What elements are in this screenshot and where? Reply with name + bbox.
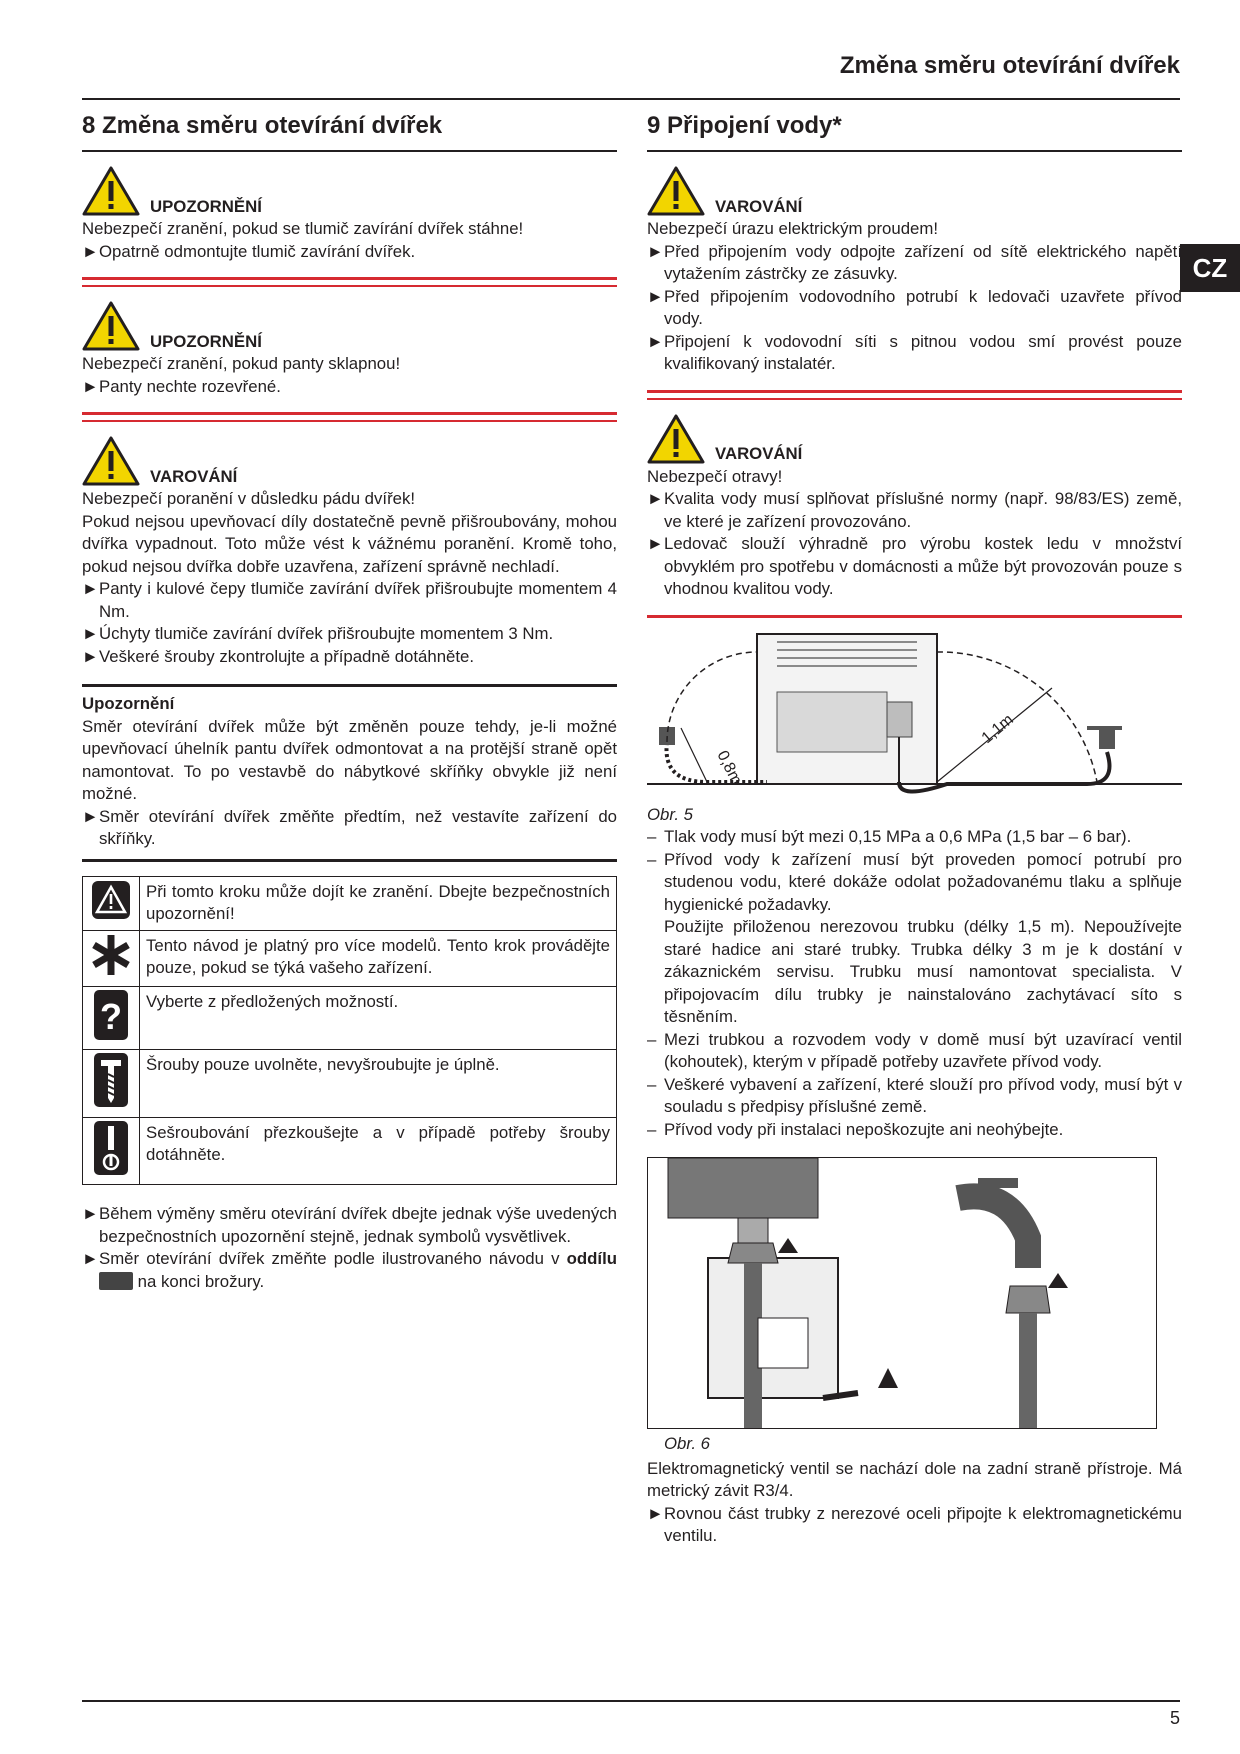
instruction-bullet: Rovnou část trubky z nerezové oceli připojte k elektromagnetickému ventilu. [664, 1503, 1182, 1545]
list-item: – Veškeré vybavení a zařízení, které slouží pro přívod vody, musí být v souladu s předpisy příslušné země. [647, 1074, 1182, 1116]
instruction-bullet: Během výměny směru otevírání dvířek dbejte jednak výše uvedených bezpečnostních upozornění stejně, jednak symbolů vysvětlivek. [99, 1204, 617, 1246]
table-row [83, 1050, 617, 1118]
section-rule [82, 150, 617, 152]
footer-rule [82, 1700, 1180, 1702]
warning-box: VAROVÁNÍ Nebezpečí otravy! ► Kvalita vody musí splňovat příslušné normy (např. 98/83/ES) země, ve které je zařízení provozováno. ► Ledovač slouží výhradně pro výrobu kostek ledu v množství obvyklém pro spotřebu v domácnosti a může být provozován pouze s vhodnou kvalitou vody. [647, 410, 1182, 618]
warning-bullet: Úchyty tlumiče zavírání dvířek přišroubujte momentem 3 Nm. [99, 624, 554, 643]
header-rule [82, 98, 1180, 100]
svg-text:?: ? [100, 995, 122, 1037]
warning-triangle-icon [82, 166, 140, 216]
warning-triangle-icon [647, 414, 705, 464]
legend-text: Tento návod je platný pro více modelů. Tento krok provádějte pouze, pokud se týká vašeho zařízení. [140, 930, 617, 986]
figure-caption: Obr. 6 [664, 1434, 711, 1453]
warning-bullet: Panty i kulové čepy tlumiče zavírání dvířek přišroubujte momentem 4 Nm. [99, 579, 617, 621]
note-bullet: Směr otevírání dvířek změňte předtím, než vestavíte zařízení do skříňky. [99, 806, 617, 848]
warning-rule [647, 615, 1182, 618]
list-item: – Mezi trubkou a rozvodem vody v domě musí být uzavírací ventil (kohoutek), kterým v případě potřeby uzavřete přívod vody. [647, 1029, 1182, 1071]
list-item: – Přívod vody při instalaci nepoškozujte ani neohýbejte. [647, 1119, 1064, 1139]
warning-box: UPOZORNĚNÍ Nebezpečí zranění, pokud panty sklapnou! ► Panty nechte rozevřené. [82, 297, 617, 422]
warning-title: VAROVÁNÍ [715, 444, 803, 463]
warning-text: Nebezpečí zranění, pokud panty sklapnou! [82, 354, 401, 373]
screw-loosen-icon [83, 1050, 140, 1118]
section-reference: oddílu [566, 1249, 617, 1268]
table-row [83, 986, 617, 1050]
screw-check-icon [83, 1117, 140, 1185]
warning-bullet: Připojení k vodovodní síti s pitnou vodou smí provést pouze kvalifikovaný instalatér. [664, 331, 1182, 373]
section-heading-8: 8 Změna směru otevírání dvířek [82, 112, 443, 139]
warning-bullet: Opatrně odmontujte tlumič zavírání dvířek. [99, 241, 416, 261]
dimension-label: 0,8m [713, 747, 745, 788]
warning-bullet: Před připojením vodovodního potrubí k ledovači uzavřete přívod vody. [664, 286, 1182, 328]
list-item: – Tlak vody musí být mezi 0,15 MPa a 0,6 MPa (1,5 bar – 6 bar). [647, 827, 1132, 846]
warning-title: VAROVÁNÍ [150, 466, 238, 486]
section-rule [647, 150, 1182, 152]
section-heading-9: 9 Připojení vody* [647, 112, 842, 139]
legend-text: Při tomto kroku může dojít ke zranění. Dbejte bezpečnostních upozornění! [140, 876, 617, 930]
note-rule [82, 859, 617, 862]
closing-text: Elektromagnetický ventil se nachází dole na zadní straně přístroje. Má metrický závit R3/4. [647, 1458, 1182, 1500]
warning-title: VAROVÁNÍ [715, 196, 803, 216]
note-title: Upozornění [82, 694, 175, 713]
asterisk-icon [83, 930, 140, 986]
language-tab: CZ [1180, 244, 1240, 292]
warning-bullet: Před připojením vody odpojte zařízení od sítě elektrického napětí vytažením zástrčky ze zásuvky. [664, 241, 1182, 283]
warning-triangle-icon [82, 301, 140, 351]
illustration-reference-icon [99, 1272, 133, 1290]
note-text: Směr otevírání dvířek může být změněn pouze tehdy, je-li možné upevňovací úhelník pantu dvířek odmontovat a na protější straně opět namontovat. To po vestavbě do nábytkové skříňky obvykle již není možné. [82, 716, 617, 803]
warning-title: UPOZORNĚNÍ [150, 196, 262, 216]
warning-text: Nebezpečí otravy! [647, 466, 783, 486]
list-item: – Přívod vody k zařízení musí být proveden pomocí potrubí pro studenou vodu, které dokáže odolat požadovanému tlaku a splňuje hygienické požadavky. Použijte přiloženou nerezovou trubku (délky 1,5 m). Nepoužívejte staré hadice ani staré trubky. Trubka délky 3 m je k dostání v zákaznickém servisu. Trubku musí namontovat specialista. V připojovacím dílu trubky je nainstalováno zachytávací síto s těsněním. [647, 849, 1182, 1026]
warning-text: Nebezpečí zranění, pokud se tlumič zavírání dvířek stáhne! [82, 219, 524, 238]
figure-6 [647, 1157, 1157, 1429]
warning-title: UPOZORNĚNÍ [150, 331, 262, 351]
installation-distance-illustration [647, 632, 1182, 804]
warning-text: Pokud nejsou upevňovací díly dostatečně pevně přišroubovány, mohou dvířka vypadnout. Toto může vést k vážnému poranění. Kromě toho, pokud nejsou dvířka dobře uzavřena, zařízení správně nechladí. [82, 511, 617, 576]
warning-box: UPOZORNĚNÍ Nebezpečí zranění, pokud se tlumič zavírání dvířek stáhne! ► Opatrně odmontujte tlumič zavírání dvířek. [82, 162, 617, 287]
warning-rule [82, 277, 617, 280]
right-column: 9 Připojení vody* VAROVÁNÍ Nebezpečí úrazu elektrickým proudem! ► Před připojením vody odpojte zařízení od sítě elektrického napětí vytažením zástrčky ze zásuvky. ► Před připojením vodovodního potrubí k ledovači uzavřete přívod vody. ► Připojení k vodovodní síti s pitnou vodou smí provést pouze kvalifikovaný instalatér. VAROVÁNÍ Nebezpečí otravy! ► Kvalita vody musí splňovat příslušné normy (např. 98/83/ES) země, ve které je zařízení provozováno. ► Ledovač slouží výhradně pro výrobu kostek ledu v množství obvyklém pro spotřebu v domácnosti a může být provozován pouze s vhodnou kvalitou vody. 0,8m 1,1m Obr. 5 – Tlak vody musí být mezi 0,15 MPa a 0,6 MPa (1,5 bar – 6 bar). – Přívod vody k zařízení musí být proveden pomocí potrubí pro studenou vodu, které dokáže odolat požadovanému tlaku a splňuje hygienické požadavky. Použijte přiloženou nerezovou trubku (délky 1,5 m). Nepoužívejte staré hadice ani staré trubky. Trubka délky 3 m je k dostání v zákaznickém servisu. Trubku musí namontovat specialista. V připojovacím dílu trubky je nainstalováno zachytávací síto s těsněním. – Mezi trubkou a rozvodem vody v domě musí být uzavírací ventil (kohoutek), kterým v případě potřeby uzavřete přívod vody. – Veškeré vybavení a zařízení, které slouží pro přívod vody, musí být v souladu s předpisy příslušné země. – Přívod vody při instalaci nepoškozujte ani neohýbejte. Obr. 6 Elektromagnetický ventil se nachází dole na zadní straně přístroje. Má metrický závit R3/4. ► Rovnou část trubky z nerezové oceli připojte k elektromagnetickému ventilu. [647, 112, 1182, 1545]
warning-box: VAROVÁNÍ Nebezpečí poranění v důsledku pádu dvířek! Pokud nejsou upevňovací díly dostatečně pevně přišroubovány, mohou dvířka vypadnout. Toto může vést k vážnému poranění. Kromě toho, pokud nejsou dvířka dobře uzavřena, zařízení správně nechladí. ► Panty i kulové čepy tlumiče zavírání dvířek přišroubujte momentem 4 Nm. ► Úchyty tlumiče zavírání dvířek přišroubujte momentem 3 Nm. ► Veškeré šrouby zkontrolujte a případně dotáhněte. [82, 432, 617, 668]
table-row [83, 930, 617, 986]
warning-bullet: Ledovač slouží výhradně pro výrobu kostek ledu v množství obvyklém pro spotřebu v domácnosti a může být provozován pouze s vhodnou kvalitou vody. [664, 534, 1182, 598]
left-column: 8 Změna směru otevírání dvířek UPOZORNĚNÍ Nebezpečí zranění, pokud se tlumič zavírání dvířek stáhne! ► Opatrně odmontujte tlumič zavírání dvířek. UPOZORNĚNÍ Nebezpečí zranění, pokud panty sklapnou! ► Panty nechte rozevřené. VAROVÁNÍ Nebezpečí poranění v důsledku pádu dvířek! Pokud nejsou upevňovací díly dostatečně pevně přišroubovány, mohou dvířka vypadnout. Toto může vést k vážnému poranění. Kromě toho, pokud nejsou dvířka dobře uzavřena, zařízení správně nechladí. ► Panty i kulové čepy tlumiče zavírání dvířek přišroubujte momentem 4 Nm. ► Úchyty tlumiče zavírání dvířek přišroubujte momentem 3 Nm. ► Veškeré šrouby zkontrolujte a případně dotáhněte. Upozornění Směr otevírání dvířek může být změněn pouze tehdy, je-li možné upevňovací úhelník pantu dvířek odmontovat a na protější straně opět namontovat. To po vestavbě do nábytkové skříňky obvykle již není možné. ► Směr otevírání dvířek změňte předtím, než vestavíte zařízení do skříňky. Při tomto kroku může dojít ke zranění. Dbejte bezpečnostních upozornění! Tento návod je platný pro více modelů. Tento krok provádějte pouze, pokud se týká vašeho zařízení. ? Vyberte z předložených možností. Šrouby pouze uvolněte, nevyšroubujte je úplně. Sešroubování přezkoušejte a v případě potřeby šrouby dotáhněte. ► Během výměny směru otevírání dvířek dbejte jednak výše uvedených bezpečnostních upozornění stejně, jednak symbolů vysvětlivek. ► Směr otevírání dvířek změňte podle ilustrovaného návodu v oddílu na konci brožury. [82, 112, 617, 1291]
list-item-extra: Použijte přiloženou nerezovou trubku (délky 1,5 m). Nepoužívejte staré hadice ani staré trubky. Trubka délky 3 m je k dostání v zákaznickém servisu. Trubku musí namontovat specialista. V připojovacím dílu trubky je nainstalováno zachytávací síto s těsněním. [664, 917, 1182, 1026]
valve-connection-illustration [648, 1158, 1156, 1428]
warning-triangle-icon [83, 876, 140, 930]
warning-bullet: Panty nechte rozevřené. [99, 376, 281, 396]
legend-text: Šrouby pouze uvolněte, nevyšroubujte je úplně. [140, 1050, 617, 1118]
warning-triangle-icon [647, 166, 705, 216]
warning-text: Nebezpečí úrazu elektrickým proudem! [647, 219, 939, 238]
warning-triangle-icon [82, 436, 140, 486]
dimension-label: 1,1m [978, 710, 1017, 747]
warning-box: VAROVÁNÍ Nebezpečí úrazu elektrickým proudem! ► Před připojením vody odpojte zařízení od sítě elektrického napětí vytažením zástrčky ze zásuvky. ► Před připojením vodovodního potrubí k ledovači uzavřete přívod vody. ► Připojení k vodovodní síti s pitnou vodou smí provést pouze kvalifikovaný instalatér. [647, 162, 1182, 400]
page-number: 5 [1169, 1708, 1180, 1728]
warning-text: Nebezpečí poranění v důsledku pádu dvířek! [82, 489, 416, 508]
symbol-legend-table [82, 876, 617, 1186]
warning-rule [82, 412, 617, 415]
running-header-title: Změna směru otevírání dvířek [839, 52, 1180, 79]
warning-bullet: Kvalita vody musí splňovat příslušné normy (např. 98/83/ES) země, ve které je zařízení provozováno. [664, 489, 1182, 531]
warning-bullet: Veškeré šrouby zkontrolujte a případně dotáhněte. [99, 646, 475, 666]
warning-rule [647, 390, 1182, 393]
legend-text: Vyberte z předložených možností. [140, 986, 617, 1050]
table-row [83, 1117, 617, 1185]
figure-5 [647, 632, 1182, 804]
table-row [83, 876, 617, 930]
note-rule [82, 684, 617, 687]
question-icon [83, 986, 140, 1050]
instruction-bullet: Směr otevírání dvířek změňte podle ilustrovaného návodu v oddílu na konci brožury. [99, 1249, 617, 1291]
legend-text: Sešroubování přezkoušejte a v případě potřeby šrouby dotáhněte. [140, 1117, 617, 1185]
figure-caption: Obr. 5 [647, 804, 694, 824]
